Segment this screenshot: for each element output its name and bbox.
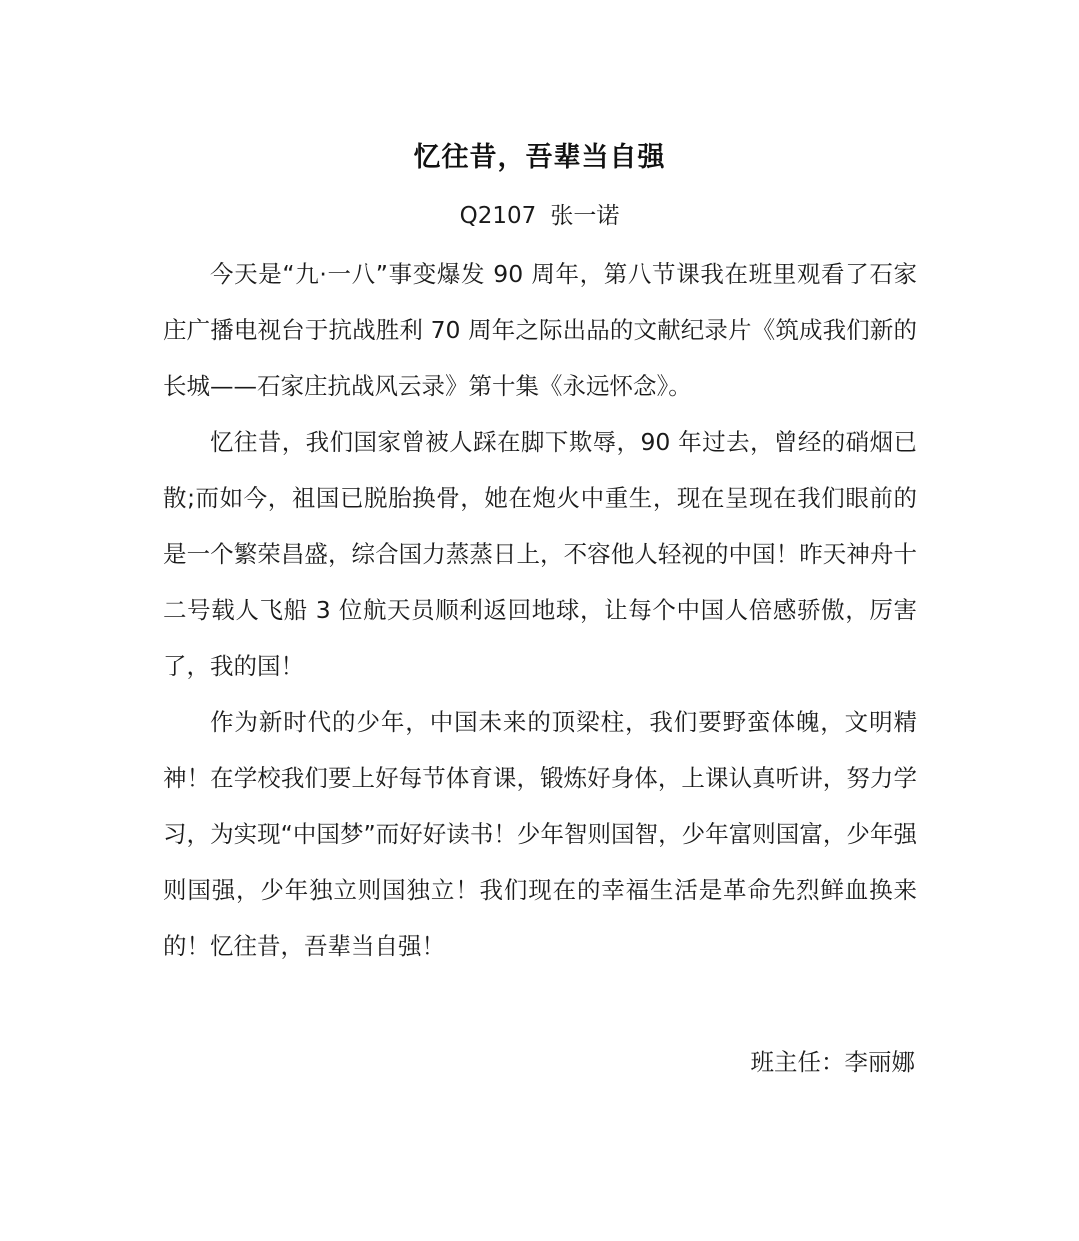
author-line: [0, 198, 1079, 234]
teacher-signature: 班主任：李丽娜: [750, 1048, 915, 1076]
class-id: Q2107: [459, 203, 537, 229]
essay-title: 忆往昔，吾辈当自强: [413, 142, 666, 173]
author-name: 张一诺: [550, 203, 620, 229]
paragraph-2: 忆往昔，我们国家曾被人踩在脚下欺辱，90 年过去，曾经的硝烟已散;而如今，祖国已脱胎换骨，她在炮火中重生，现在呈现在我们眼前的是一个繁荣昌盛，综合国力蒸蒸日上，不容他人轻视的中国！昨天神舟十二号载人飞船 3 位航天员顺利返回地球，让每个中国人倍感骄傲，厉害了，我的国！: [163, 428, 917, 680]
essay-body: [163, 246, 917, 974]
paragraph-3: 作为新时代的少年，中国未来的顶梁柱，我们要野蛮体魄，文明精神！在学校我们要上好每节体育课，锻炼好身体，上课认真听讲，努力学习，为实现“中国梦”而好好读书！少年智则国智，少年富则国富，少年强则国强，少年独立则国独立！我们现在的幸福生活是革命先烈鲜血换来的！忆往昔，吾辈当自强！: [163, 708, 917, 960]
paragraph-1: 今天是“九·一八”事变爆发 90 周年，第八节课我在班里观看了石家庄广播电视台于抗战胜利 70 周年之际出品的文献纪录片《筑成我们新的长城——石家庄抗战风云录》第十集《永远怀念》。: [163, 260, 917, 400]
